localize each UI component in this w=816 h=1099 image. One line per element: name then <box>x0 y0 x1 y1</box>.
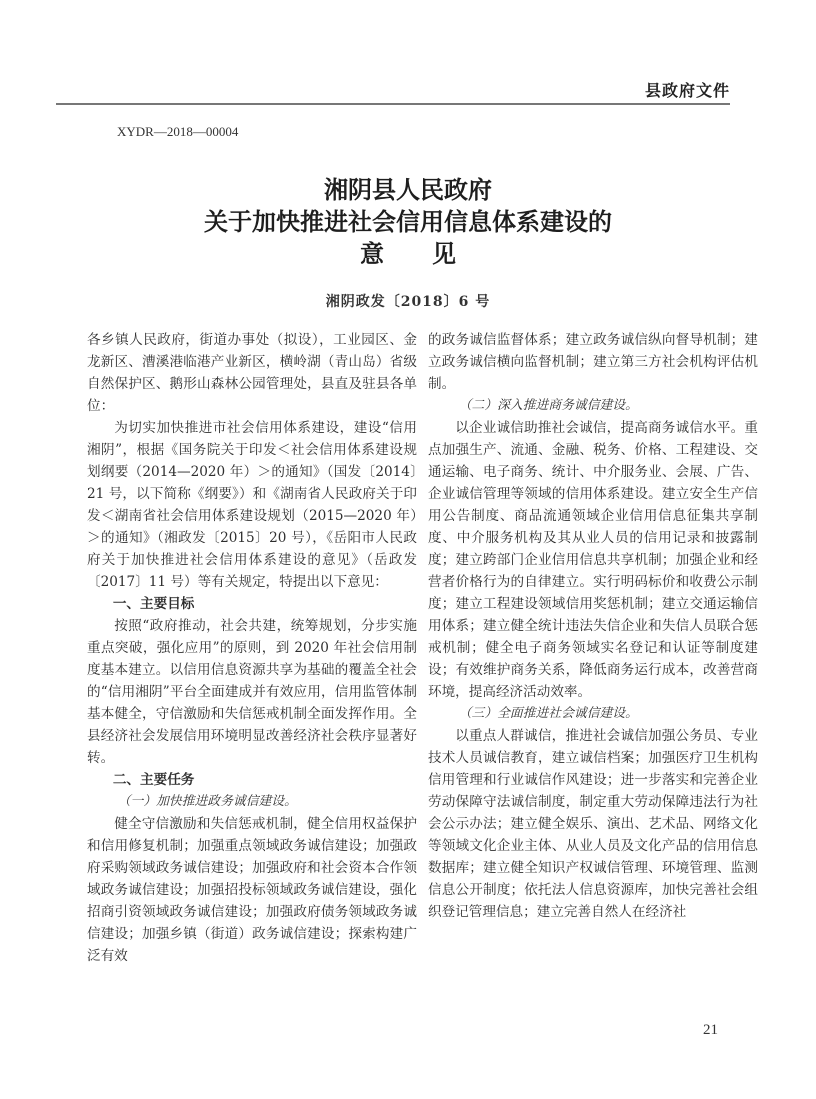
title-char-1: 意 <box>360 239 384 268</box>
business-integrity-paragraph: 以企业诚信助推社会诚信，提高商务诚信水平。重点加强生产、流通、金融、税务、价格、工程建设、交通运输、电子商务、统计、中介服务业、会展、广告、企业诚信管理等领域的信用体系建设。建立安全生产信用公告制度、商品流通领域企业信用信息征集共享制度、中介服务机构及其从业人员的信用记录和披露制度；建立跨部门企业信用信息共享机制；加强企业和经营者价格行为的自律建立。实行明码标价和收费公示制度；建立工程建设领域信用奖惩机制；建立交通运输信用体系；建立健全统计违法失信企业和失信人员联合惩戒机制；健全电子商务领域实名登记和认证等制度建设；有效维护商务关系，降低商务运行成本，改善营商环境，提高经济活动效率。 <box>428 420 758 700</box>
title-line-2: 关于加快推进社会信用信息体系建设的 <box>204 207 612 236</box>
goals-paragraph: 按照“政府推动，社会共建，统筹规划，分步实施重点突破，强化应用”的原则，到 2020 年社会信用制度基本建立。以信用信息资源共享为基础的覆盖全社会的“信用湘阴”平台全面建成并有效应用，信用监管体制基本健全，守信激励和失信惩戒机制全面发挥作用。全县经济社会发展信用环境明显改善经济社会秩序显著好转。 <box>87 618 417 766</box>
subheading-business-integrity: （二）深入推进商务诚信建设。 <box>458 398 638 413</box>
title-char-2: 见 <box>432 239 456 268</box>
intro-paragraph: 为切实加快推进市社会信用体系建设，建设“信用湘阴”，根据《国务院关于印发＜社会信用体系建设规划纲要（2014—2020 年）＞的通知》（国发〔2014〕21 号，以下简称《纲要》）和《湖南省人民政府关于印发＜湖南省社会信用体系建设规划（2015—2020 年）＞的通知》（湘政发〔2015〕20 号），《岳阳市人民政府关于加快推进社会信用体系建设的意见》（岳政发〔2017〕11 号）等有关规定，特提出以下意见： <box>87 420 417 590</box>
document-code: XYDR—2018—00004 <box>117 124 239 139</box>
header-rule <box>56 103 730 105</box>
right-column <box>428 329 758 923</box>
title-line-3 <box>0 238 816 270</box>
title-line-1: 湘阴县人民政府 <box>324 175 492 204</box>
left-column <box>87 329 417 967</box>
social-integrity-paragraph: 以重点人群诚信，推进社会诚信加强公务员、专业技术人员诚信教育，建立诚信档案；加强医疗卫生机构信用管理和行业诚信作风建设；进一步落实和完善企业劳动保障守法诚信制度，制定重大劳动保障违法行为社会公示办法；建立健全娱乐、演出、艺术品、网络文化等领域文化企业主体、从业人员及文化产品的信用信息数据库；建立健全知识产权诚信管理、环境管理、监测信息公开制度；依托法人信息资源库，加快完善社会组织登记管理信息；建立完善自然人在经济社 <box>428 728 758 920</box>
page-number: 21 <box>703 1022 718 1038</box>
subheading-government-integrity: （一）加快推进政务诚信建设。 <box>117 794 297 809</box>
government-integrity-paragraph-cont: 的政务诚信监督体系；建立政务诚信纵向督导机制；建立政务诚信横向监督机制；建立第三方社会机构评估机制。 <box>428 332 758 392</box>
document-title <box>0 174 816 270</box>
document-number: 湘阴政发〔2018〕6 号 <box>325 294 491 310</box>
subheading-social-integrity: （三）全面推进社会诚信建设。 <box>458 706 638 721</box>
heading-main-tasks: 二、主要任务 <box>112 772 195 788</box>
government-integrity-paragraph: 健全守信激励和失信惩戒机制，健全信用权益保护和信用修复机制；加强重点领域政务诚信建设；加强政府采购领域政务诚信建设；加强政府和社会资本合作领域政务诚信建设；加强招投标领域政务诚信建设，强化招商引资领域政务诚信建设；加强政府债务领域政务诚信建设；加强乡镇（街道）政务诚信建设；探索构建广泛有效 <box>87 816 417 964</box>
addressees: 各乡镇人民政府，街道办事处（拟设），工业园区、金龙新区、漕溪港临港产业新区，横岭湖（青山岛）省级自然保护区、鹅形山森林公园管理处，县直及驻县各单位： <box>87 332 417 414</box>
heading-main-goals: 一、主要目标 <box>112 596 195 612</box>
section-label: 县政府文件 <box>644 81 730 100</box>
